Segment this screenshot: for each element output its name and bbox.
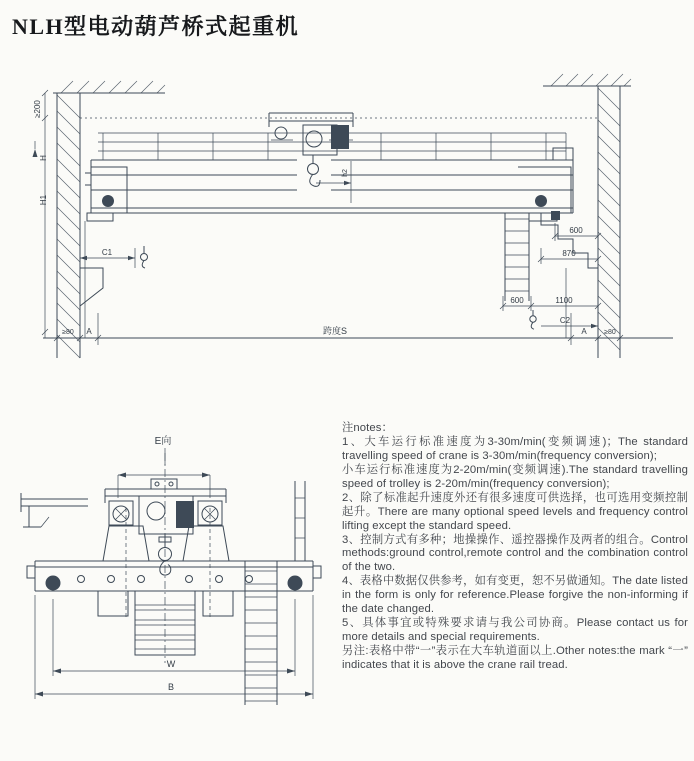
c1-label: C1 bbox=[101, 248, 113, 257]
ladder-right bbox=[505, 213, 529, 301]
notes-panel bbox=[342, 422, 688, 673]
h-label: H bbox=[39, 155, 48, 161]
d600-lower-label: 600 bbox=[510, 296, 524, 305]
top-dimension bbox=[118, 473, 210, 499]
end-view-drawing bbox=[13, 413, 343, 753]
end-carriage-right bbox=[518, 148, 573, 221]
hook-icon bbox=[142, 261, 145, 269]
right-dimensions bbox=[500, 223, 601, 329]
d1100-label: 1100 bbox=[555, 296, 573, 305]
hook-icon bbox=[531, 322, 534, 329]
note-item: 5、具体事宜或特殊要求请与我公司协商。Please contact us for more details and special requirements. bbox=[342, 617, 688, 644]
note-item: 4、表格中数据仅供参考，如有变更，恕不另做通知。The date listed in the form is only for reference.Please forgive the non-informing if the date changed. bbox=[342, 575, 688, 616]
h1-label: H1 bbox=[39, 194, 48, 206]
margin-left-label: ≥80 bbox=[62, 329, 74, 336]
note-item: 2、除了标准起升速度外还有很多速度可供选择，也可选用变频控制起升。There are many optional speed levels and frequency control lifting except the standard speed. bbox=[342, 491, 688, 532]
c1-dimension bbox=[80, 246, 148, 268]
w-label: W bbox=[166, 659, 176, 669]
a-left-label: A bbox=[86, 327, 92, 336]
hook-icon bbox=[310, 174, 320, 186]
a-right-label: A bbox=[581, 327, 587, 336]
margin-right-label: ≥80 bbox=[604, 329, 616, 336]
d870-label: 870 bbox=[562, 249, 576, 258]
left-dimensions bbox=[33, 90, 49, 338]
notes-header: 注notes： bbox=[342, 422, 393, 434]
c2-label: C2 bbox=[559, 316, 571, 325]
bottom-dimensions-end bbox=[35, 595, 313, 699]
note-item: 3、控制方式有多种；地操操作、遥控器操作及两者的组合。Control methods:ground control,remote control and the combination control of the two. bbox=[342, 533, 688, 574]
note-item: 小车运行标准速度为2-20m/min(变频调速).The standard travelling speed of trolley is 2-20m/min(frequency conversion); bbox=[342, 463, 688, 490]
view-direction-label: E向 bbox=[154, 436, 172, 447]
bottom-dimensions bbox=[43, 313, 673, 345]
clearance-label: ≥200 bbox=[33, 100, 42, 118]
span-label: 跨度S bbox=[322, 326, 348, 336]
note-item: 另注:表格中带“一”表示在大车轨道面以上.Other notes:the mark “一” indicates that it is above the crane rail tread. bbox=[342, 645, 688, 671]
b-label: B bbox=[167, 682, 175, 692]
collector-arm bbox=[21, 493, 88, 527]
left-wall bbox=[53, 81, 165, 358]
front-view-drawing bbox=[13, 63, 688, 363]
note-item: 1、大车运行标准速度为3-30m/min(变频调速)；The standard travelling speed of crane is 3-30m/min(frequency conversion); bbox=[342, 435, 688, 462]
page-title: NLH型电动葫芦桥式起重机 bbox=[12, 14, 300, 39]
ladder-end-view bbox=[245, 481, 305, 705]
hook-dim-label: h2 bbox=[342, 169, 349, 177]
hook-dimension bbox=[316, 161, 351, 203]
d600-upper-label: 600 bbox=[569, 226, 583, 235]
